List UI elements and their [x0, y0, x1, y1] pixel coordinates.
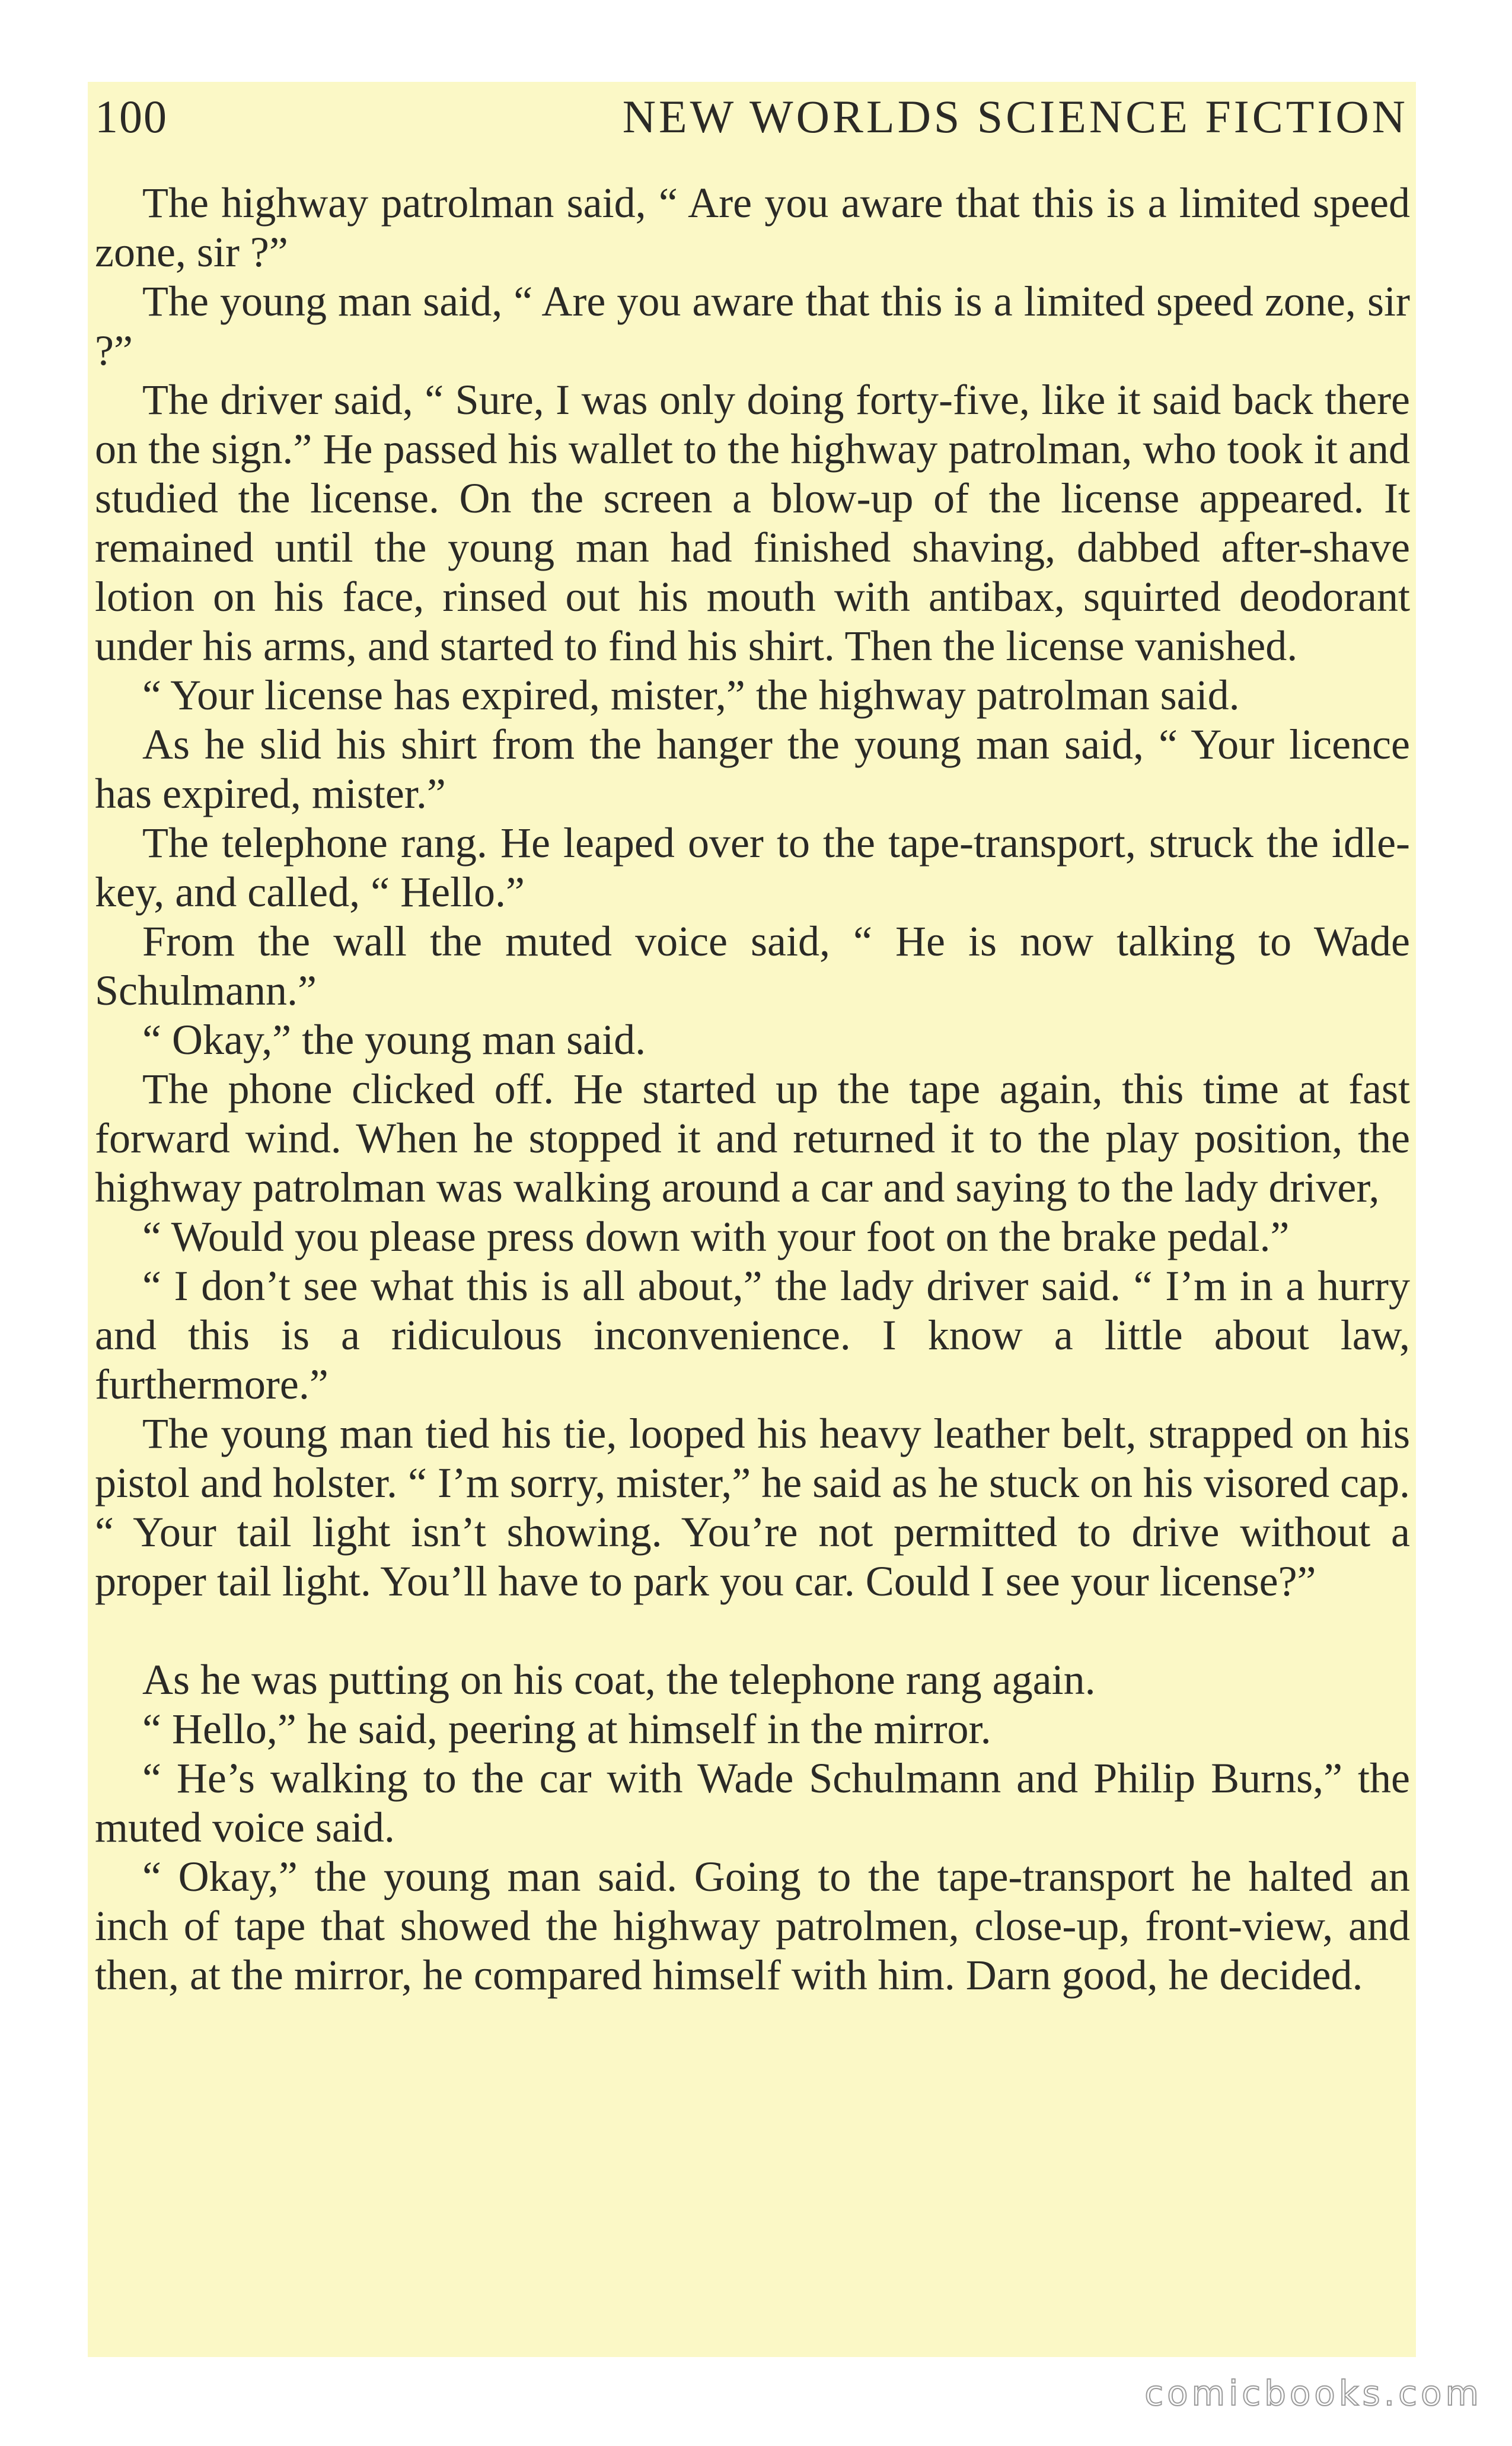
paragraph: “ He’s walking to the car with Wade Schulmann and Philip Burns,” the muted voice said. — [95, 1754, 1410, 1851]
page-number: 100 — [95, 91, 168, 142]
paragraph: The telephone rang. He leaped over to the tape-transport, struck the idle-key, and called, “ Hello.” — [95, 819, 1410, 916]
paragraph: The driver said, “ Sure, I was only doing forty-five, like it said back there on the sign.” He passed his wallet to the highway patrolman, who took it and studied the license. On the screen a blow-up of the license appeared. It remained until the young man had finished shaving, dabbed after-shave lotion on his face, rinsed out his mouth with antibax, squirted deodorant under his arms, and started to find his shirt. Then the license vanished. — [95, 376, 1410, 670]
paragraph: As he slid his shirt from the hanger the young man said, “ Your licence has expired, mister.” — [95, 721, 1410, 817]
paragraph: “ I don’t see what this is all about,” the lady driver said. “ I’m in a hurry and this is a ridiculous inconvenience. I know a little about law, furthermore.” — [95, 1262, 1410, 1408]
paragraph: “ Your license has expired, mister,” the highway patrolman said. — [142, 671, 1240, 719]
paragraph: “ Okay,” the young man said. — [142, 1016, 646, 1063]
running-title: NEW WORLDS SCIENCE FICTION — [622, 91, 1408, 142]
book-page — [88, 82, 1416, 2357]
story-text — [95, 179, 1410, 2000]
page-header — [95, 90, 1408, 155]
paragraph: The phone clicked off. He started up the tape again, this time at fast forward wind. When he stopped it and returned it to the play position, the highway patrolman was walking around a car and saying to the lady driver, — [95, 1065, 1410, 1211]
paragraph: As he was putting on his coat, the telephone rang again. — [142, 1656, 1096, 1703]
paragraph: “ Hello,” he said, peering at himself in the mirror. — [142, 1705, 991, 1753]
paragraph: The young man tied his tie, looped his heavy leather belt, strapped on his pistol and holster. “ I’m sorry, mister,” he said as he stuck on his visored cap. “ Your tail light isn’t showing. You’re not permitted to drive without a proper tail light. You’ll have to park you car. Could I see your license?” — [95, 1410, 1410, 1605]
paragraph: “ Would you please press down with your foot on the brake pedal.” — [142, 1213, 1290, 1260]
paragraph: The young man said, “ Are you aware that this is a limited speed zone, sir ?” — [95, 278, 1410, 374]
paragraph: From the wall the muted voice said, “ He is now talking to Wade Schulmann.” — [95, 918, 1410, 1014]
paragraph: The highway patrolman said, “ Are you aware that this is a limited speed zone, sir ?” — [95, 179, 1410, 276]
paragraph: “ Okay,” the young man said. Going to the tape-transport he halted an inch of tape that showed the highway patrolmen, close-up, front-view, and then, at the mirror, he compared himself with him. Darn good, he decided. — [95, 1853, 1410, 1999]
watermark: comicbooks.com — [1144, 2373, 1482, 2413]
